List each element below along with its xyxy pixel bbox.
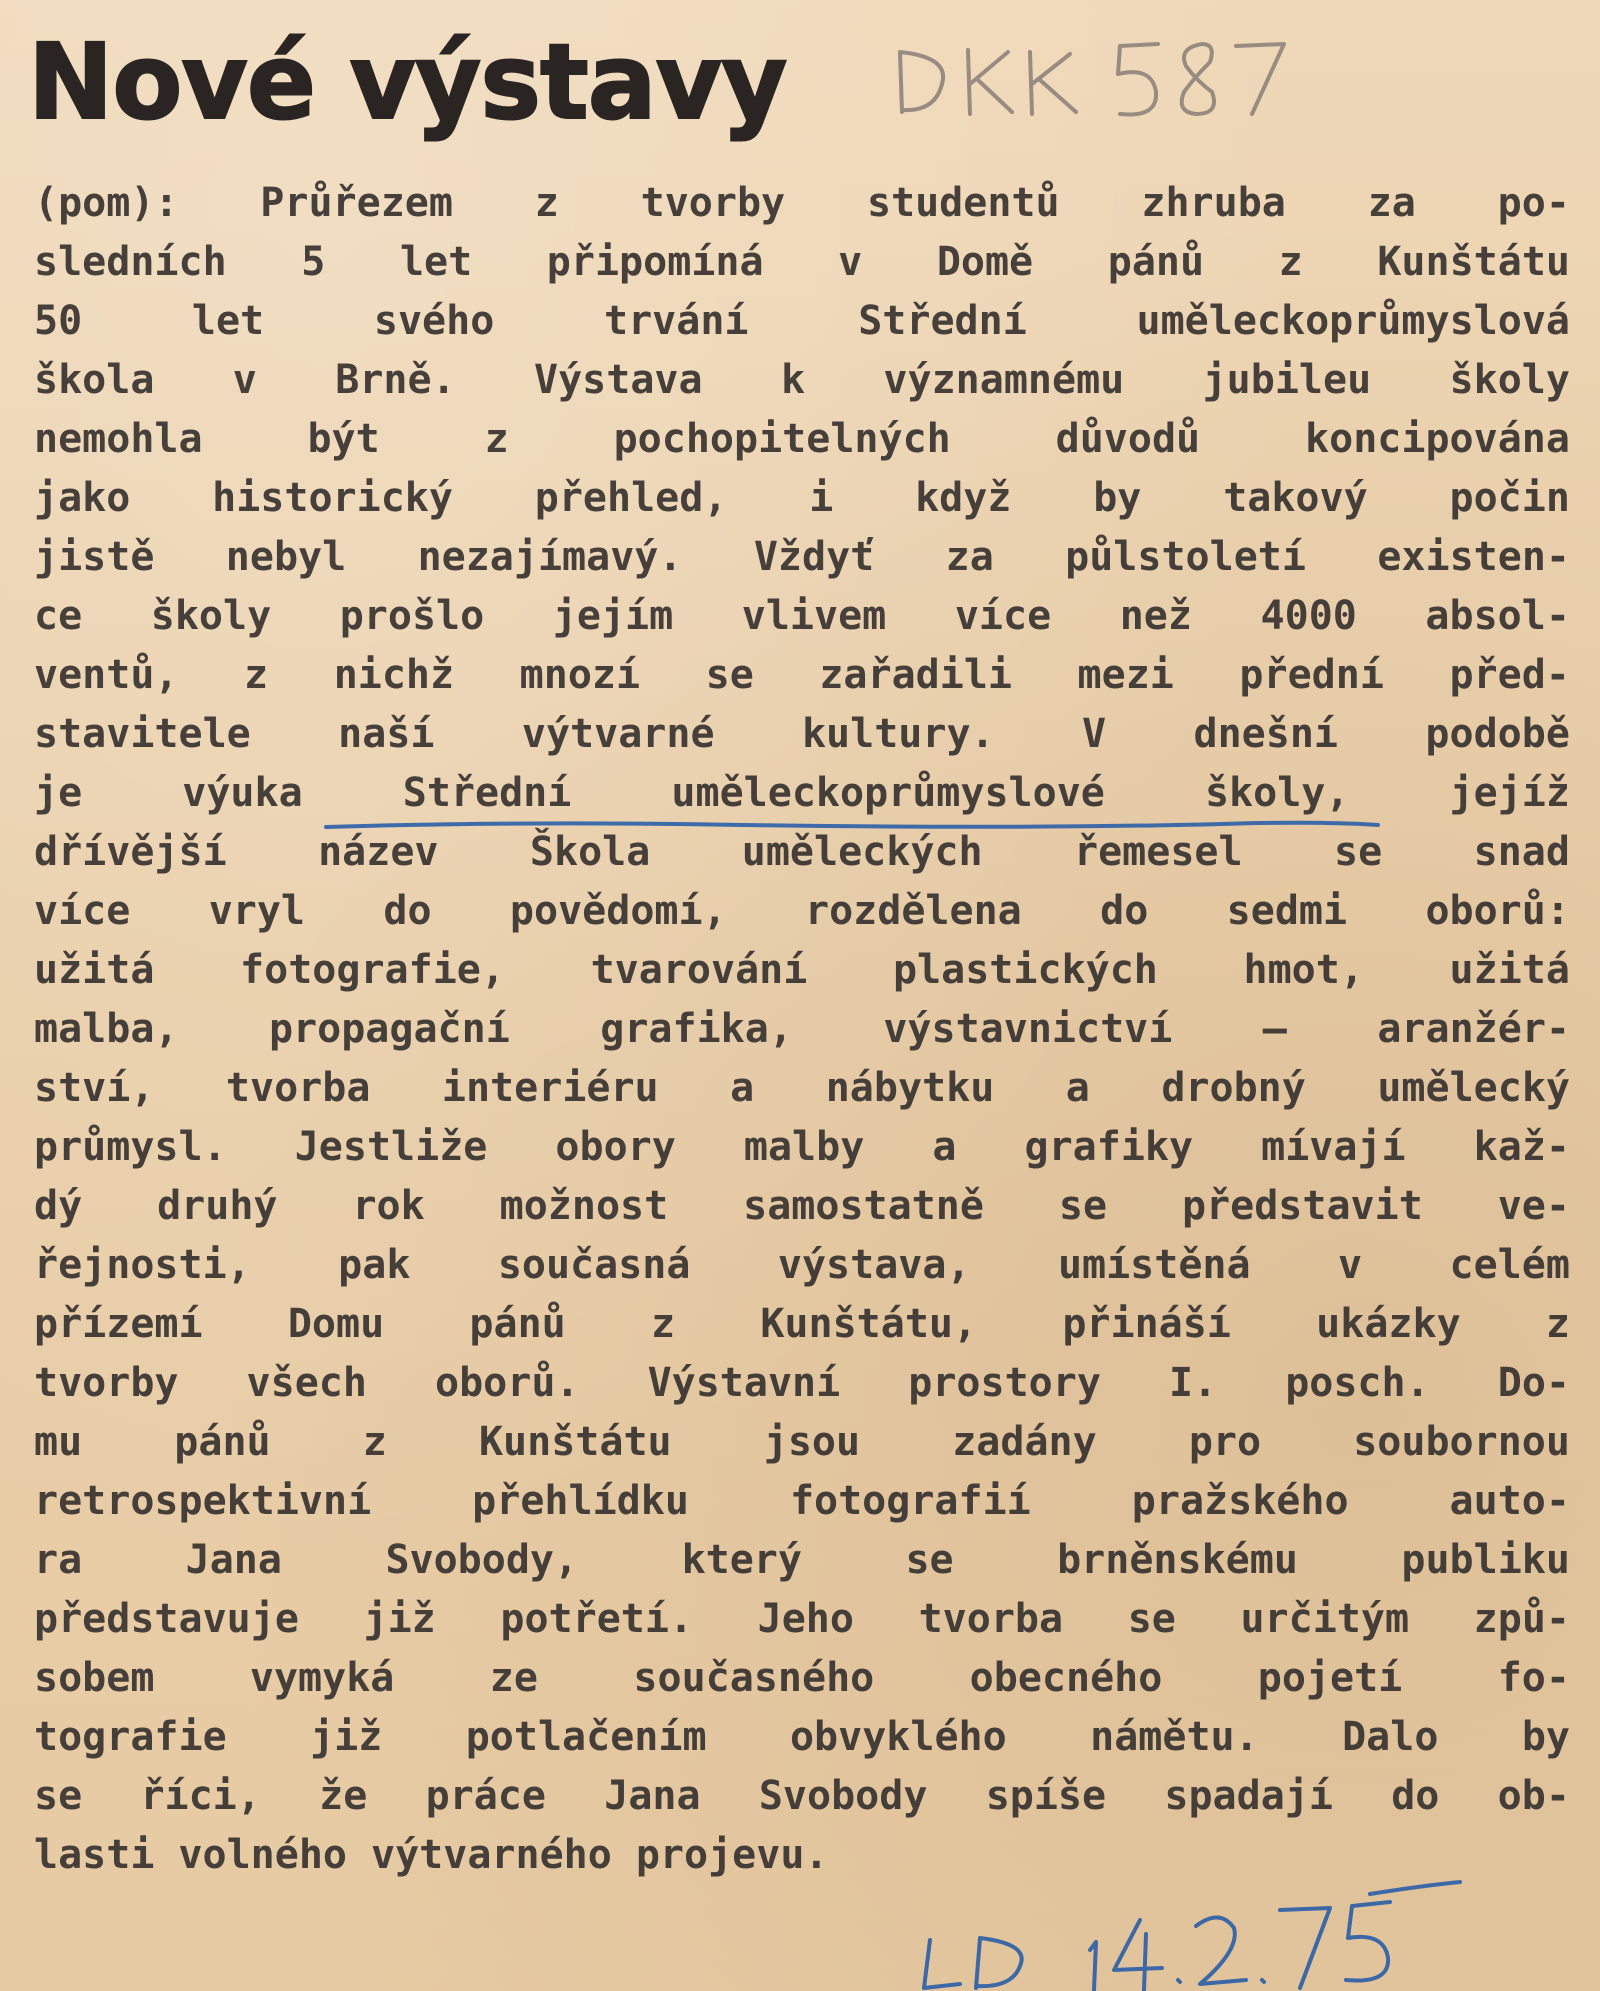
article-word: již	[363, 1596, 436, 1642]
article-word: námětu.	[1090, 1714, 1259, 1760]
article-word: Výstava	[534, 357, 703, 403]
article-word: mívají	[1261, 1124, 1406, 1170]
article-word: podobě	[1425, 711, 1570, 757]
article-word: k	[780, 357, 806, 403]
article-word: tvorba	[918, 1596, 1064, 1642]
article-word: škola	[34, 357, 155, 403]
article-word: ce	[34, 593, 83, 639]
article-word: Svobody	[758, 1773, 928, 1819]
article-line	[34, 711, 1570, 770]
article-word: plastických	[892, 947, 1158, 993]
article-word: Domu	[287, 1301, 385, 1347]
blue-pen-underline	[322, 815, 1382, 835]
article-word: Domě	[936, 239, 1034, 285]
article-word: pro	[1188, 1419, 1262, 1465]
article-word: existen-	[1377, 534, 1570, 580]
article-word: ventů,	[34, 652, 179, 698]
article-word: Svobody,	[385, 1537, 579, 1583]
article-word: umělecký	[1377, 1065, 1570, 1111]
article-word: práce	[425, 1773, 546, 1819]
article-word: významnému	[883, 357, 1125, 403]
article-word: ství,	[34, 1065, 155, 1111]
article-word: se	[1058, 1183, 1108, 1229]
article-word: že	[319, 1773, 368, 1819]
article-word: nemohla	[34, 416, 203, 462]
article-word: pražského	[1131, 1478, 1349, 1524]
article-word: školy,	[1204, 770, 1350, 816]
article-word: I.	[1168, 1360, 1218, 1406]
article-word: (pom):	[34, 180, 179, 226]
article-word: 5	[301, 239, 326, 285]
article-word: současného	[633, 1655, 875, 1701]
article-word: nábytku	[825, 1065, 995, 1111]
article-word: tvarování	[590, 947, 808, 993]
article-word: samostatně	[743, 1183, 984, 1229]
article-word: a	[932, 1124, 957, 1170]
article-word: Škola	[529, 829, 651, 875]
article-line	[34, 1006, 1570, 1065]
article-word: výtvarné	[521, 711, 715, 757]
article-word: mu	[34, 1419, 83, 1465]
article-line	[34, 1714, 1570, 1773]
article-word: by	[1093, 475, 1142, 521]
article-line	[34, 357, 1570, 416]
article-line	[34, 1655, 1570, 1714]
article-word: po-	[1497, 180, 1570, 226]
article-line	[34, 180, 1570, 239]
article-word: ze	[489, 1655, 538, 1701]
article-word: koncipována	[1305, 416, 1570, 462]
article-word: přehled,	[534, 475, 728, 521]
article-word: dnešní	[1193, 711, 1339, 757]
article-line	[34, 1065, 1570, 1124]
article-word: druhý	[157, 1183, 278, 1229]
article-word: dý	[34, 1183, 83, 1229]
article-line	[34, 475, 1570, 534]
article-word: způ-	[1473, 1596, 1570, 1642]
article-word: pánů	[469, 1301, 566, 1347]
article-word: povědomí,	[509, 888, 727, 934]
article-line	[34, 298, 1570, 357]
article-word: přináší	[1062, 1301, 1231, 1347]
article-word: z	[244, 652, 269, 698]
article-word: z	[534, 180, 559, 226]
article-word: před-	[1449, 652, 1570, 698]
article-line	[34, 652, 1570, 711]
article-word: umístěná	[1057, 1242, 1251, 1288]
article-word: důvodů	[1055, 416, 1201, 462]
article-word: jistě	[34, 534, 155, 580]
article-word: obvyklého	[789, 1714, 1007, 1760]
article-word: výuka	[182, 770, 303, 816]
article-word: se	[1334, 829, 1383, 875]
article-word: přízemí	[34, 1301, 203, 1347]
article-word: z	[650, 1301, 676, 1347]
article-word: Kunštátu	[1377, 239, 1570, 285]
article-word: představuje	[34, 1596, 299, 1642]
article-word: retrospektivní	[34, 1478, 372, 1524]
article-word: kaž-	[1473, 1124, 1570, 1170]
article-word: průmysl.	[34, 1124, 227, 1170]
article-word: tvorby	[34, 1360, 179, 1406]
article-word: být	[307, 416, 380, 462]
article-word: užitá	[1449, 947, 1570, 993]
article-word: celém	[1449, 1242, 1570, 1288]
article-word: jsou	[763, 1419, 861, 1465]
article-word: fotografií	[789, 1478, 1031, 1524]
article-word: projevu.	[635, 1832, 829, 1878]
article-word: hmot,	[1243, 947, 1364, 993]
article-word: naší	[338, 711, 435, 757]
article-word: možnost	[499, 1183, 669, 1229]
article-word: kultury.	[801, 711, 995, 757]
article-word: let	[399, 239, 473, 285]
article-word: drobný	[1161, 1065, 1306, 1111]
article-line	[34, 947, 1570, 1006]
article-word: fo-	[1497, 1655, 1570, 1701]
article-word: sedmi	[1226, 888, 1348, 934]
article-word: Vždyť	[753, 534, 875, 580]
article-word: určitým	[1240, 1596, 1410, 1642]
article-line	[34, 1360, 1570, 1419]
article-word: soubornou	[1353, 1419, 1570, 1465]
article-word: stavitele	[34, 711, 251, 757]
article-word: Jeho	[757, 1596, 854, 1642]
article-word: z	[362, 1419, 387, 1465]
article-word: Jestliže	[294, 1124, 488, 1170]
article-word: počin	[1449, 475, 1570, 521]
article-word: malba,	[34, 1006, 179, 1052]
article-word: jejím	[552, 593, 674, 639]
article-word: ob-	[1497, 1773, 1570, 1819]
article-word: 4000	[1260, 593, 1357, 639]
article-word: již	[310, 1714, 383, 1760]
article-word: v	[232, 357, 257, 403]
article-word: za	[1367, 180, 1416, 226]
article-word: mnozí	[519, 652, 641, 698]
article-line	[34, 888, 1570, 947]
article-word: tvorby	[640, 180, 786, 226]
article-word: se	[34, 1773, 83, 1819]
article-word: Jana	[604, 1773, 701, 1819]
handwritten-code	[880, 22, 1300, 132]
article-word: V	[1082, 711, 1107, 757]
article-word: svého	[373, 298, 495, 344]
article-word: do	[1391, 1773, 1440, 1819]
article-line	[34, 1301, 1570, 1360]
article-word: brněnskému	[1057, 1537, 1298, 1583]
article-word: posch.	[1285, 1360, 1430, 1406]
article-word: jubileu	[1202, 357, 1372, 403]
article-word: říci,	[140, 1773, 261, 1819]
article-word: z	[1278, 239, 1303, 285]
article-word: Do-	[1497, 1360, 1570, 1406]
article-word: z	[1545, 1301, 1570, 1347]
article-word: za	[945, 534, 994, 580]
article-line	[34, 416, 1570, 475]
article-word: let	[191, 298, 265, 344]
article-word: obecného	[969, 1655, 1163, 1701]
article-word: do	[383, 888, 432, 934]
article-word: školy	[150, 593, 272, 639]
article-word: přehlídku	[472, 1478, 689, 1524]
article-word: Střední	[858, 298, 1027, 344]
article-word: sobem	[34, 1655, 155, 1701]
article-word: rok	[352, 1183, 425, 1229]
article-word: řejnosti,	[34, 1242, 251, 1288]
headline-text: Nové výstavy	[28, 21, 787, 143]
article-word: uměleckých	[741, 829, 983, 875]
article-word: v	[838, 239, 863, 285]
article-word: spíše	[985, 1773, 1107, 1819]
article-word: se	[1127, 1596, 1176, 1642]
article-word: Průřezem	[260, 180, 453, 226]
article-word: Střední	[402, 770, 572, 816]
article-word: řemesel	[1074, 829, 1243, 875]
article-word: potřetí.	[500, 1596, 694, 1642]
article-word: aranžér-	[1377, 1006, 1570, 1052]
article-word: Dalo	[1342, 1714, 1439, 1760]
article-word: pojetí	[1257, 1655, 1403, 1701]
article-word: trvání	[604, 298, 749, 344]
article-word: mezi	[1077, 652, 1174, 698]
article-word: jako	[34, 475, 131, 521]
article-word: užitá	[34, 947, 155, 993]
article-word: více	[34, 888, 131, 934]
article-word: oborů:	[1425, 888, 1570, 934]
article-word: potlačením	[465, 1714, 707, 1760]
article-word: ra	[34, 1537, 83, 1583]
article-word: než	[1119, 593, 1192, 639]
article-word: obory	[555, 1124, 676, 1170]
article-body	[34, 180, 1570, 1891]
article-word: ve-	[1497, 1183, 1570, 1229]
article-line	[34, 1537, 1570, 1596]
article-word: sledních	[34, 239, 227, 285]
page-title	[28, 22, 787, 142]
article-word: půlstoletí	[1065, 534, 1306, 580]
article-line	[34, 1773, 1570, 1832]
article-word: dřívější	[34, 829, 227, 875]
article-line	[34, 1242, 1570, 1301]
article-word: auto-	[1449, 1478, 1570, 1524]
article-word: by	[1521, 1714, 1570, 1760]
article-word: pánů	[174, 1419, 271, 1465]
article-word: Výstavní	[647, 1360, 841, 1406]
article-word: grafika,	[600, 1006, 793, 1052]
article-word: snad	[1473, 829, 1570, 875]
article-word: Kunštátu,	[760, 1301, 978, 1347]
article-word: a	[1065, 1065, 1090, 1111]
article-word: pak	[338, 1242, 411, 1288]
article-word: se	[905, 1537, 954, 1583]
article-word: propagační	[268, 1006, 510, 1052]
article-word: interiéru	[441, 1065, 659, 1111]
article-word: Kunštátu	[478, 1419, 672, 1465]
article-line	[34, 1419, 1570, 1478]
article-word: uměleckoprůmyslová	[1136, 298, 1570, 344]
article-word: Jana	[185, 1537, 282, 1583]
article-word: školy	[1449, 357, 1570, 403]
article-word: zhruba	[1141, 180, 1286, 226]
article-word: název	[318, 829, 439, 875]
article-word: fotografie,	[240, 947, 505, 993]
article-word: jejíž	[1449, 770, 1570, 816]
article-word: vryl	[208, 888, 306, 934]
article-word: takový	[1223, 475, 1368, 521]
article-word: výstava,	[777, 1242, 971, 1288]
article-word: zařadili	[819, 652, 1012, 698]
article-word: malby	[743, 1124, 865, 1170]
article-word: vlivem	[741, 593, 887, 639]
article-word: z	[484, 416, 509, 462]
article-word: grafiky	[1024, 1124, 1194, 1170]
article-word: současná	[497, 1242, 691, 1288]
article-word: se	[705, 652, 754, 698]
article-line	[34, 1596, 1570, 1655]
article-word: tografie	[34, 1714, 227, 1760]
article-word: výstavnictví	[883, 1006, 1173, 1052]
article-word: ukázky	[1316, 1301, 1461, 1347]
article-word: publiku	[1401, 1537, 1570, 1583]
article-word: i	[809, 475, 834, 521]
article-line	[34, 1183, 1570, 1242]
article-line	[34, 534, 1570, 593]
article-word: tvorba	[225, 1065, 371, 1111]
article-word: zadány	[952, 1419, 1097, 1465]
article-line	[34, 239, 1570, 298]
article-word: Brně.	[335, 357, 456, 403]
article-word: 50	[34, 298, 83, 344]
handwritten-date	[900, 1880, 1500, 1991]
article-word: historický	[212, 475, 453, 521]
article-word: připomíná	[546, 239, 764, 285]
article-line	[34, 829, 1570, 888]
article-word: prošlo	[339, 593, 485, 639]
article-word: volného	[178, 1832, 347, 1878]
article-word: —	[1262, 1006, 1287, 1052]
article-word: studentů	[866, 180, 1060, 226]
article-word: více	[954, 593, 1052, 639]
article-word: uměleckoprůmyslové	[671, 770, 1105, 816]
article-line	[34, 1124, 1570, 1183]
article-word: lasti	[34, 1832, 155, 1878]
article-word: výtvarného	[371, 1832, 612, 1878]
article-word: nebyl	[225, 534, 347, 580]
article-line	[34, 1478, 1570, 1537]
article-word: rozdělena	[805, 888, 1022, 934]
article-word: prostory	[908, 1360, 1101, 1406]
article-word: pánů	[1107, 239, 1205, 285]
article-word: pochopitelných	[613, 416, 951, 462]
article-word: absol-	[1425, 593, 1570, 639]
article-word: vymyká	[249, 1655, 395, 1701]
article-word: představit	[1181, 1183, 1423, 1229]
article-word: v	[1338, 1242, 1363, 1288]
article-word: nezajímavý.	[417, 534, 683, 580]
article-word: a	[730, 1065, 755, 1111]
article-word: když	[915, 475, 1012, 521]
article-word: je	[34, 770, 83, 816]
article-word: oborů.	[435, 1360, 580, 1406]
article-word: všech	[246, 1360, 367, 1406]
article-word: přední	[1239, 652, 1384, 698]
article-word: nichž	[333, 652, 455, 698]
article-line	[34, 593, 1570, 652]
article-word: spadají	[1164, 1773, 1333, 1819]
article-word: do	[1100, 888, 1149, 934]
article-word: který	[681, 1537, 802, 1583]
